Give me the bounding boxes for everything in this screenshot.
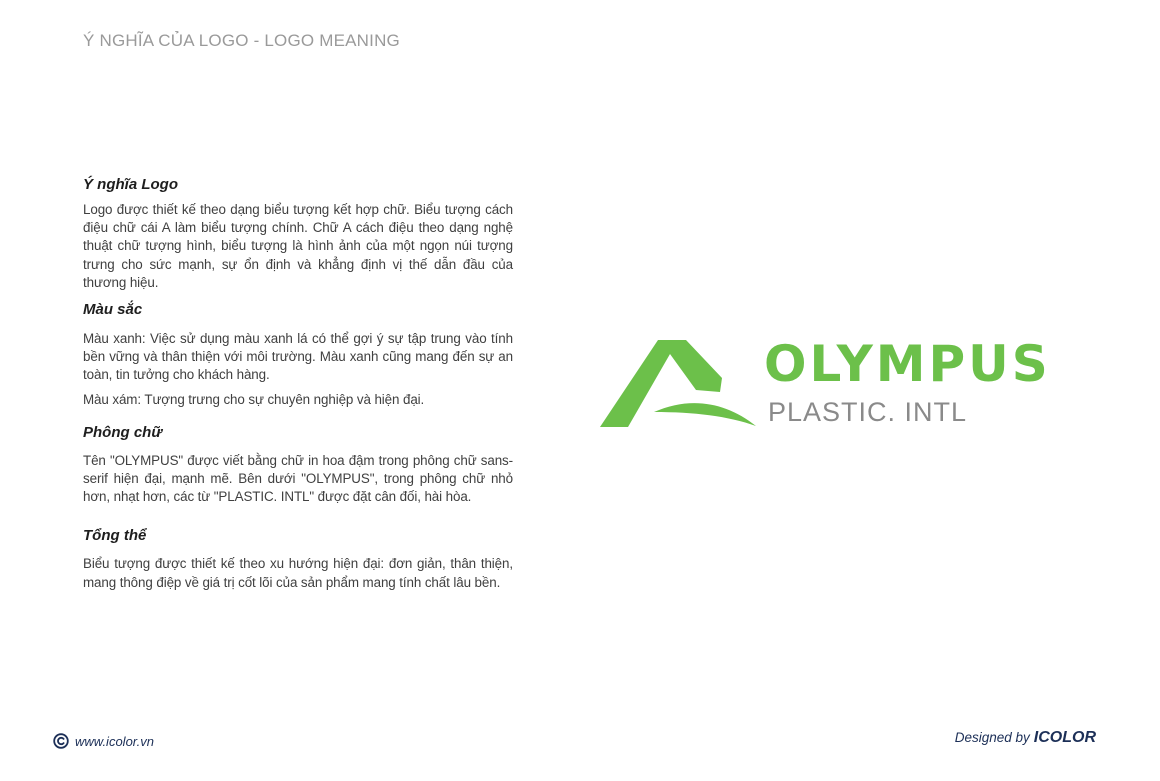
section-logo-meaning [83,175,513,292]
page-title: Ý NGHĨA CỦA LOGO - LOGO MEANING [83,31,400,50]
section-paragraph: Logo được thiết kế theo dạng biểu tượng kết hợp chữ. Biểu tượng cách điệu chữ cái A làm biểu tượng chính. Chữ A cách điệu theo dạng nghệ thuật chữ tượng hình, biểu tượng là hình ảnh của một ngọn núi tượng trưng cho sức mạnh, sự ổn định và khẳng định vị thế dẫn đầu của thương hiệu. [83,202,513,290]
section-paragraph: Tên "OLYMPUS" được viết bằng chữ in hoa đậm trong phông chữ sans-serif hiện đại, mạnh mẽ. Bên dưới "OLYMPUS", trong phông chữ nhỏ hơn, nhạt hơn, các từ "PLASTIC. INTL" được đặt cân đối, hài hòa. [83,452,513,505]
section-title: Màu sắc [83,301,143,319]
section-colors [83,300,513,409]
section-font [83,423,513,507]
section-title: Phông chữ [83,423,163,441]
brand-name: ICOLOR [1033,729,1096,746]
section-title: Tổng thể [83,527,147,545]
footer-url[interactable]: www.icolor.vn [75,733,154,749]
logo-subtitle: PLASTIC. INTL [768,397,968,427]
footer-credit [955,729,1096,747]
section-paragraph: Biểu tượng được thiết kế theo xu hướng hiện đại: đơn giản, thân thiện, mang thông điệp về giá trị cốt lõi của sản phẩm mang tính chất lâu bền. [83,556,513,590]
copyright-icon [53,733,69,749]
section-title: Ý nghĩa Logo [83,176,178,193]
logo-description [83,175,513,600]
mountain-a-icon [598,332,758,432]
footer-website [53,731,154,751]
section-paragraph: Màu xanh: Việc sử dụng màu xanh lá có thể gợi ý sự tập trung vào tính bền vững và thân thiện với môi trường. Màu xanh cũng mang đến sự an toàn, tin tưởng cho khách hàng. [83,331,513,383]
olympus-logo [598,332,1073,432]
section-overall [83,526,513,591]
logo-name: OLYMPUS [764,335,1051,393]
designed-by-label: Designed by [954,730,1030,745]
section-paragraph: Màu xám: Tượng trưng cho sự chuyên nghiệp và hiện đại. [83,391,425,407]
